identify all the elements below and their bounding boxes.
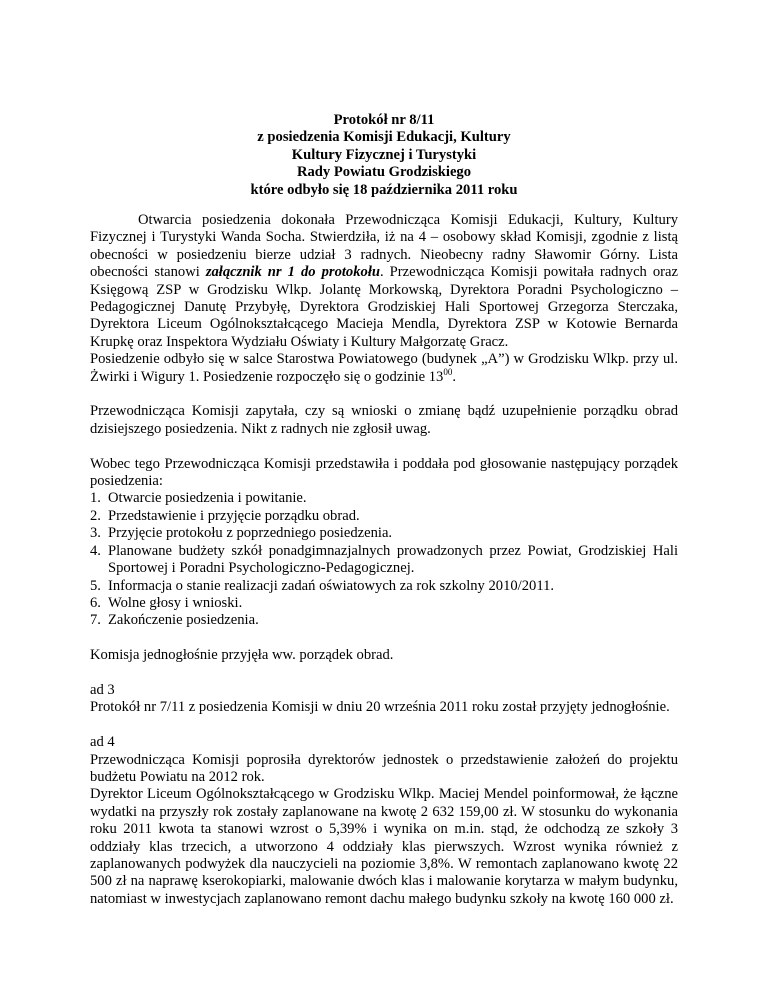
heading-committee-line-2: Kultury Fizycznej i Turystyki [291,146,477,163]
heading-committee-line: z posiedzenia Komisji Edukacji, Kultury [257,129,511,146]
document-body [90,212,678,908]
protocol-number: Protokół nr 8/11 [333,112,435,128]
agenda-adoption: Komisja jednogłośnie przyjęła ww. porządek obrad. [90,647,394,664]
agenda-intro: Wobec tego Przewodnicząca Komisji przedstawiła i poddała pod głosowanie następujący porządek posiedzenia: [90,455,678,490]
ad3-label: ad 3 [90,681,115,698]
location-paragraph [90,351,678,386]
agenda-item-number: 7. [90,612,101,629]
agenda-item [90,595,678,612]
ad4-request: Przewodnicząca Komisji poprosiła dyrektorów jednostek o przedstawienie założeń do projektu budżetu Powiatu na 2012 rok. [90,751,678,785]
agenda-item-text: Przyjęcie protokołu z poprzedniego posiedzenia. [108,525,393,542]
agenda-item [90,525,678,542]
agenda-item-text: Przedstawienie i przyjęcie porządku obrad. [108,507,360,524]
agenda-item-number: 6. [90,594,101,611]
agenda-item-text: Otwarcie posiedzenia i powitanie. [108,490,307,507]
agenda-item [90,578,678,595]
ad4-label: ad 4 [90,734,115,751]
heading-council: Rady Powiatu Grodziskiego [296,164,472,181]
agenda-item-number: 5. [90,577,101,594]
agenda-item [90,612,678,629]
agenda-item-number: 4. [90,542,101,559]
attachment-reference: załącznik nr 1 do protokołu [205,264,380,281]
location-end: . [452,368,457,385]
agenda-item-text: Wolne głosy i wnioski. [108,594,243,611]
heading-date: które odbyło się 18 października 2011 roku [250,181,518,198]
agenda-item [90,543,678,578]
document-heading [90,112,678,199]
agenda-item [90,508,678,525]
agenda-item-number: 1. [90,490,101,507]
agenda-item-text: Informacja o stanie realizacji zadań oświatowych za rok szkolny 2010/2011. [108,577,555,594]
agenda-item [90,490,678,507]
time-superscript: 00 [443,366,453,377]
question-paragraph: Przewodnicząca Komisji zapytała, czy są wnioski o zmianę bądź uzupełnienie porządku obrad dzisiejszego posiedzenia. Nikt z radnych nie zgłosił uwag. [90,403,678,437]
ad4-budget-report: Dyrektor Liceum Ogólnokształcącego w Grodzisku Wlkp. Maciej Mendel poinformował, że łączne wydatki na przyszły rok zostały zaplanowane na kwotę 2 632 159,00 zł. W stosunku do wykonania roku 2011 kwota ta stanowi wzrost o 5,39% i wynika on m.in. stąd, że odchodzą ze szkoły 3 oddziały klas trzecich, a utworzono 4 oddziały klas pierwszych. Wzrost wynika również z zaplanowanych podwyżek dla nauczycieli na poziomie 3,8%. W remontach zaplanowano kwotę 22 500 zł na naprawę kserokopiarki, malowanie dwóch klas i malowanie korytarza w małym budynku, natomiast w inwestycjach zaplanowano remont dachu małego budynku szkoły na kwotę 160 000 zł. [90,786,678,907]
agenda-item-text: Zakończenie posiedzenia. [108,612,259,629]
agenda-list [90,490,678,629]
opening-paragraph [90,212,678,351]
agenda-item-number: 2. [90,507,101,524]
ad3-text: Protokół nr 7/11 z posiedzenia Komisji w dniu 20 września 2011 roku został przyjęty jednogłośnie. [90,699,670,716]
opening-text-continued: . Przewodnicząca Komisji powitała radnych oraz Księgową ZSP w Grodzisku Wlkp. Jolantę Morkowską, Dyrektora Poradni Psychologiczno – Pedagogicznej Danutę Przybyłę, Dyrektora Grodziskiej Hali Sportowej Grzegorza Sterczaka, Dyrektora Liceum Ogólnokształcącego Macieja Mendla, Dyrektora ZSP w Kotowie Bernarda Krupkę oraz Inspektora Wydziału Oświaty i Kultury Małgorzatę Gracz. [90,264,678,350]
opening-text: Otwarcia posiedzenia dokonała Przewodnicząca Komisji Edukacji, Kultury, Kultury Fizycznej i Turystyki Wanda Socha. Stwierdziła, iż na 4 – osobowy skład Komisji, zgodnie z listą obecności w posiedzeniu bierze udział 3 radnych. Nieobecny radny Sławomir Górny. Lista obecności stanowi [90,212,678,281]
agenda-item-text: Planowane budżety szkół ponadgimnazjalnych prowadzonych przez Powiat, Grodziskiej Hali Sportowej i Poradni Psychologiczno-Pedagogicznej. [108,542,678,577]
location-text: Posiedzenie odbyło się w salce Starostwa Powiatowego (budynek „A”) w Grodzisku Wlkp. przy ul. Żwirki i Wigury 1. Posiedzenie rozpoczęło się o godzinie 13 [90,351,678,385]
agenda-item-number: 3. [90,525,101,542]
